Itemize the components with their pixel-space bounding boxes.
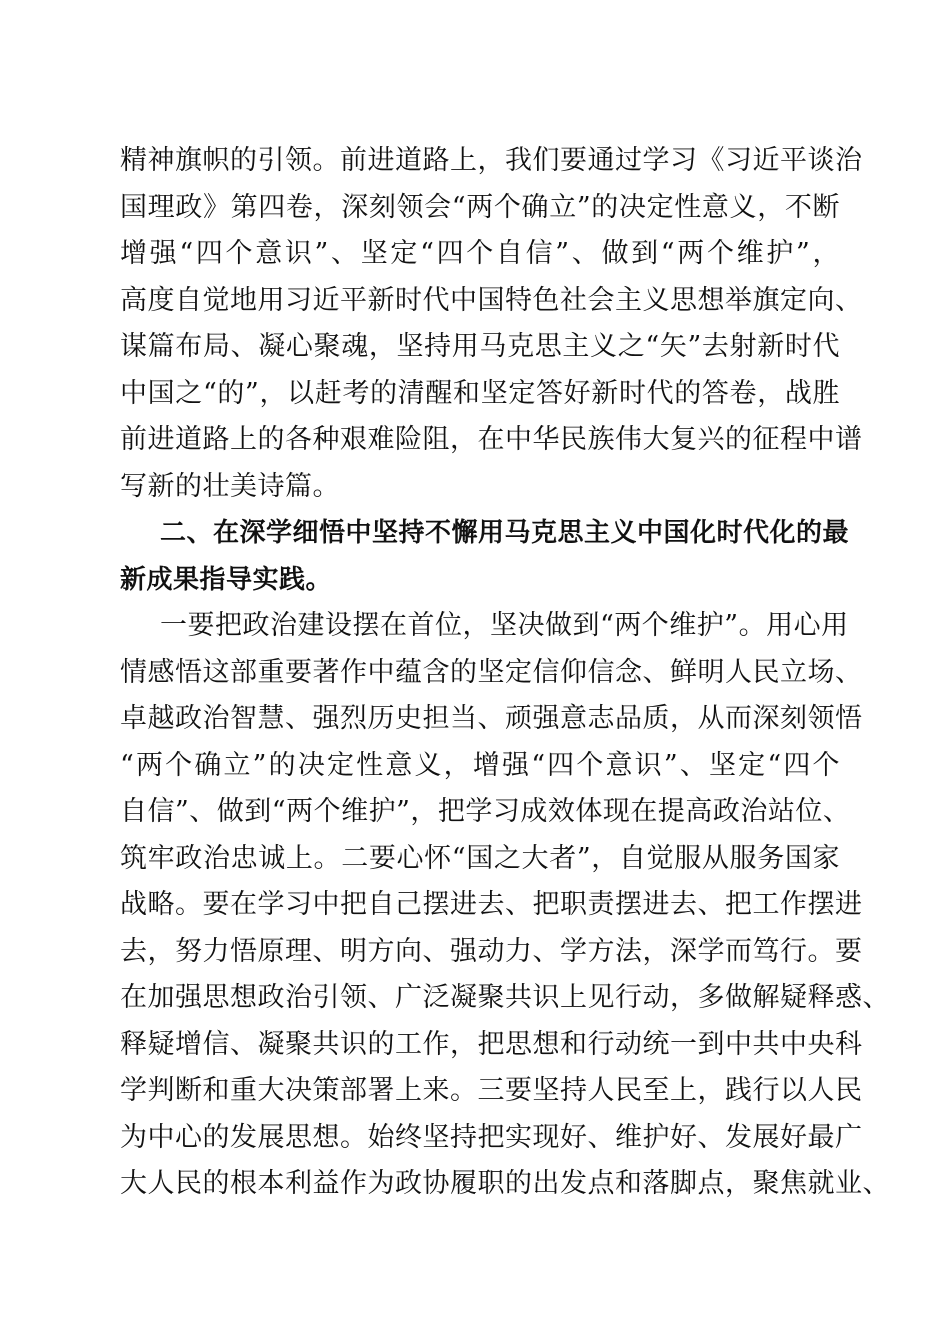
paragraph-2-line-12: 为中心的发展思想。始终坚持把实现好、维护好、发展好最广 (120, 1121, 863, 1153)
paragraph-1-line-8: 写新的壮美诗篇。 (120, 470, 340, 502)
paragraph-2-line-13: 大人民的根本利益作为政协履职的出发点和落脚点，聚焦就业、 (120, 1168, 890, 1199)
paragraph-2-line-1: 一要把政治建设摆在首位，坚决做到“两个维护”。用心用 (160, 610, 849, 641)
paragraph-2-line-4: “两个确立”的决定性意义，增强“四个意识”、坚定“四个 (120, 749, 840, 781)
paragraph-1-line-1: 精神旗帜的引领。前进道路上，我们要通过学习《习近平谈治 (120, 145, 863, 176)
document-body (120, 138, 890, 1208)
paragraph-2-line-3: 卓越政治智慧、强烈历史担当、顽强意志品质，从而深刻领悟 (120, 703, 863, 734)
paragraph-2-line-10: 释疑增信、凝聚共识的工作，把思想和行动统一到中共中央科 (120, 1028, 863, 1060)
paragraph-2-line-5: 自信”、做到“两个维护”，把学习成效体现在提高政治站位、 (120, 796, 851, 827)
section-heading-line-1: 二、在深学细悟中坚持不懈用马克思主义中国化时代化的最 (160, 518, 850, 548)
paragraph-1-line-3: 增强“四个意识”、坚定“四个自信”、做到“两个维护”， (120, 238, 840, 269)
paragraph-2-line-11: 学判断和重大决策部署上来。三要坚持人民至上，践行以人民 (120, 1075, 863, 1106)
paragraph-2-line-7: 战略。要在学习中把自己摆进去、把职责摆进去、把工作摆进 (120, 889, 863, 920)
paragraph-1-line-6: 中国之“的”，以赶考的清醒和坚定答好新时代的答卷，战胜 (120, 377, 840, 409)
paragraph-1-line-2: 国理政》第四卷，深刻领会“两个确立”的决定性意义，不断 (120, 191, 840, 223)
paragraph-1-line-4: 高度自觉地用习近平新时代中国特色社会主义思想举旗定向、 (120, 284, 863, 316)
paragraph-1-line-5: 谋篇布局、凝心聚魂，坚持用马克思主义之“矢”去射新时代 (120, 331, 840, 362)
paragraph-2-line-8: 去，努力悟原理、明方向、强动力、学方法，深学而笃行。要 (120, 935, 863, 967)
section-heading-line-2: 新成果指导实践。 (120, 564, 333, 595)
paragraph-2-line-2: 情感悟这部重要著作中蕴含的坚定信仰信念、鲜明人民立场、 (120, 656, 863, 688)
paragraph-1-line-7: 前进道路上的各种艰难险阻，在中华民族伟大复兴的征程中谱 (120, 424, 863, 455)
paragraph-2-line-9: 在加强思想政治引领、广泛凝聚共识上见行动，多做解疑释惑、 (120, 982, 890, 1013)
paragraph-2-line-6: 筑牢政治忠诚上。二要心怀“国之大者”，自觉服从服务国家 (120, 842, 840, 874)
